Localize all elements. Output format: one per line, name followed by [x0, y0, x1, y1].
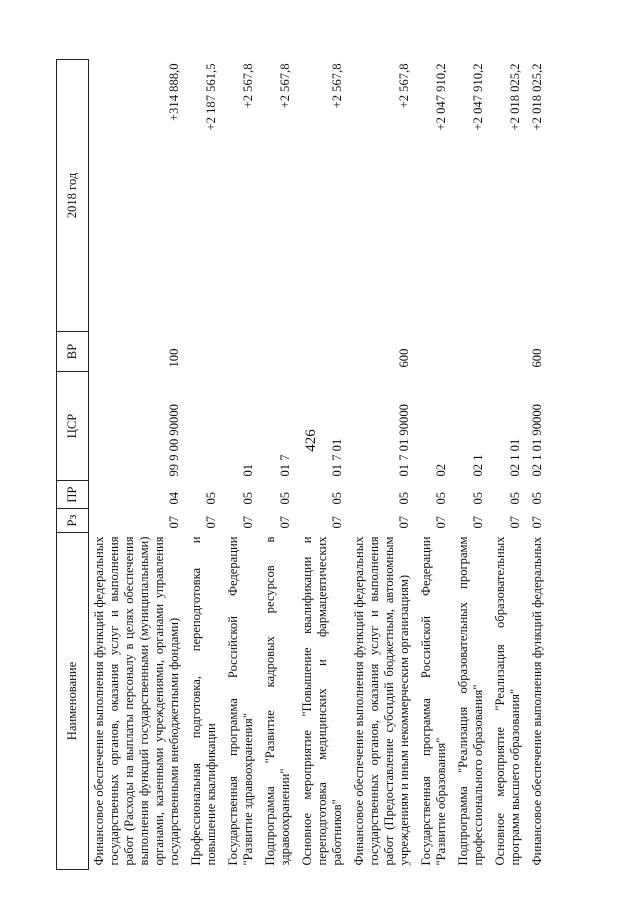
header-year: 2018 год	[57, 60, 89, 332]
row-rz: 07	[397, 515, 411, 529]
row-csr: 01 7	[278, 454, 292, 477]
row-rz: 07	[278, 515, 292, 529]
row-name: Финансовое обеспечение выполнения функций федеральных государственных органов, оказания услуг и выполнения работ (Предоставление субсидий бюджетным, автономным учреждениям и иным некоммерческим организациям)	[352, 536, 411, 866]
row-vr	[490, 332, 527, 372]
row-vr	[186, 332, 223, 372]
row-name: Государственная программа Российской Федерации "Развитие образования"	[419, 536, 448, 866]
rotated-page-content	[56, 60, 582, 870]
row-csr: 02 1 01	[508, 438, 522, 477]
row-vr	[453, 332, 490, 372]
budget-table	[56, 59, 549, 870]
page-number: 426	[302, 429, 319, 452]
table-row	[527, 60, 549, 870]
row-rz: 07	[530, 515, 544, 529]
row-pr: 05	[434, 491, 448, 505]
row-vr	[297, 332, 349, 372]
table-row	[297, 60, 349, 870]
row-csr: 01 7 01	[330, 438, 344, 477]
row-name: Подпрограмма "Реализация образовательных программ профессионального образования"	[456, 536, 485, 866]
table-row	[349, 60, 416, 870]
row-name: Финансовое обеспечение выполнения функций федеральных	[530, 536, 544, 866]
row-rz: 07	[167, 515, 181, 529]
row-amount: +2 018 025,2	[508, 63, 522, 131]
row-rz: 07	[330, 515, 344, 529]
row-rz: 07	[204, 515, 218, 529]
table-row	[416, 60, 453, 870]
header-name: Наименование	[57, 533, 89, 870]
row-rz: 07	[508, 515, 522, 529]
row-vr: 600	[530, 348, 544, 368]
table-row	[260, 60, 297, 870]
row-csr	[186, 372, 223, 481]
row-pr: 05	[330, 491, 344, 505]
header-csr: ЦСР	[57, 372, 89, 481]
table-header-row	[57, 60, 89, 870]
table-row	[89, 60, 187, 870]
row-name: Профессиональная подготовка, переподготовка и повышение квалификации	[189, 536, 218, 866]
header-pr: ПР	[57, 481, 89, 509]
row-name: Финансовое обеспечение выполнения функций федеральных государственных органов, оказания услуг и выполнения работ (Расходы на выплаты персоналу в целях обеспечения выполнения функций государственными (муниципальными) органами, казенными учреждениями, органами управления государственными внебюджетными фондами)	[92, 536, 181, 866]
row-name: Основное мероприятие "Повышение квалификации и переподготовка медицинских и фармацевтических работников"	[300, 536, 344, 866]
row-csr: 01	[241, 463, 255, 477]
row-pr: 05	[530, 491, 544, 505]
row-pr: 05	[241, 491, 255, 505]
row-amount: +314 888,0	[167, 63, 181, 121]
row-csr: 01 7 01 90000	[397, 404, 411, 477]
row-rz: 07	[471, 515, 485, 529]
row-vr: 600	[397, 348, 411, 368]
table-row	[186, 60, 223, 870]
row-pr: 04	[167, 491, 181, 505]
table-row	[453, 60, 490, 870]
row-amount: +2 047 910,2	[471, 63, 485, 131]
row-amount: +2 187 561,5	[204, 63, 218, 131]
row-vr	[223, 332, 260, 372]
row-pr: 05	[204, 491, 218, 505]
row-csr: 02	[434, 463, 448, 477]
row-pr: 05	[471, 491, 485, 505]
row-name: Государственная программа Российской Федерации "Развитие здравоохранения"	[226, 536, 255, 866]
row-vr: 100	[167, 348, 181, 368]
table-row	[223, 60, 260, 870]
row-amount: +2 567,8	[278, 63, 292, 109]
row-pr: 05	[397, 491, 411, 505]
row-csr: 99 9 00 90000	[167, 404, 181, 477]
row-rz: 07	[241, 515, 255, 529]
row-amount: +2 567,8	[397, 63, 411, 109]
row-amount: +2 567,8	[330, 63, 344, 109]
table-row	[490, 60, 527, 870]
row-pr: 05	[508, 491, 522, 505]
row-amount: +2 567,8	[241, 63, 255, 109]
row-name: Подпрограмма "Развитие кадровых ресурсов в здравоохранении"	[263, 536, 292, 866]
row-pr: 05	[278, 491, 292, 505]
row-amount: +2 047 910,2	[434, 63, 448, 131]
row-rz: 07	[434, 515, 448, 529]
row-vr	[260, 332, 297, 372]
row-amount: +2 018 025,2	[530, 63, 544, 131]
row-csr: 02 1	[471, 454, 485, 477]
header-rz: Рз	[57, 509, 89, 533]
row-csr: 02 1 01 90000	[530, 404, 544, 477]
header-vr: ВР	[57, 332, 89, 372]
row-name: Основное мероприятие "Реализация образовательных программ высшего образования"	[493, 536, 522, 866]
row-vr	[416, 332, 453, 372]
